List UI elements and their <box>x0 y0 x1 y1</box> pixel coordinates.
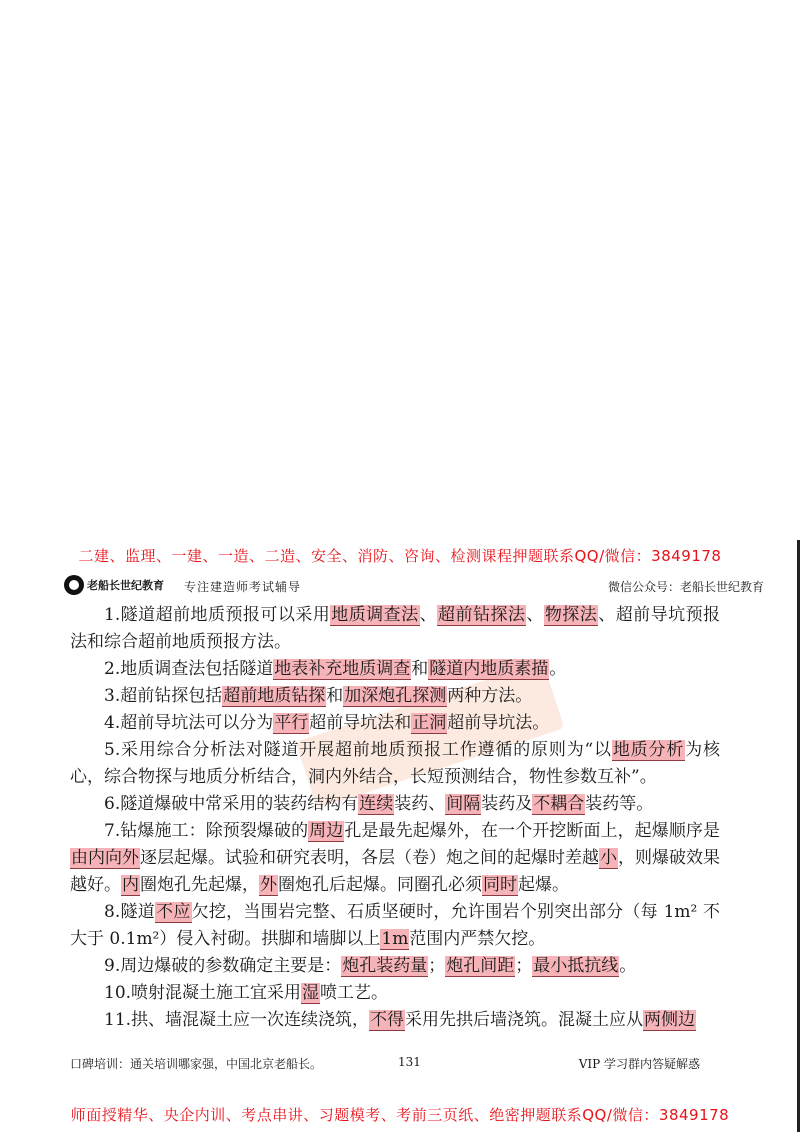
note-text: 装药等。 <box>585 794 654 814</box>
note-text: 9.周边爆破的参数确定主要是： <box>104 956 342 976</box>
note-item <box>70 791 720 818</box>
note-item <box>70 656 720 683</box>
note-text: 3.超前钻探包括 <box>104 686 223 706</box>
note-text: ； <box>515 956 533 976</box>
page-header <box>64 575 764 599</box>
highlighted-term: 两侧边 <box>644 1010 696 1030</box>
highlighted-term: 同时 <box>483 875 517 895</box>
note-text: 孔是最先起爆外，在一个开挖断面上，起爆顺序是 <box>344 821 721 841</box>
highlighted-term: 平行 <box>274 713 309 733</box>
highlighted-term: 炮孔间距 <box>446 956 515 976</box>
note-text: 7.钻爆施工：除预裂爆破的 <box>104 821 309 841</box>
note-text: 超前导坑法。 <box>447 713 550 733</box>
note-item <box>70 1007 720 1034</box>
note-text: ，则爆破效果越好。 <box>70 848 720 895</box>
note-text: 、 <box>526 605 544 625</box>
note-text: 6.隧道爆破中常采用的装药结构有 <box>104 794 359 814</box>
logo <box>64 575 164 595</box>
note-item <box>70 683 720 710</box>
note-text: 8.隧道 <box>104 902 156 922</box>
highlighted-term: 小 <box>600 848 617 868</box>
highlighted-term: 超前钻探法 <box>438 605 526 625</box>
highlighted-term: 地质调查法 <box>331 605 419 625</box>
footer-slogan: 口碑培训：通关培训哪家强，中国北京老船长。 <box>70 1057 323 1071</box>
note-text: 圈炮孔后起爆。同圈孔必须 <box>278 875 482 895</box>
highlighted-term: 周边 <box>309 821 344 841</box>
note-item <box>70 980 720 1007</box>
note-text: 1.隧道超前地质预报可以采用 <box>104 605 331 625</box>
note-text: 2.地质调查法包括隧道 <box>104 659 274 679</box>
note-item <box>70 602 720 656</box>
note-text: 采用先拱后墙浇筑。混凝土应从 <box>405 1010 644 1030</box>
footer-vip-note: VIP 学习群内答疑解惑 <box>578 1057 700 1071</box>
note-text: 超前导坑法和 <box>309 713 412 733</box>
highlighted-term: 地表补充地质调查 <box>274 659 411 679</box>
highlighted-term: 1m <box>381 929 409 949</box>
note-text: 。 <box>549 659 567 679</box>
note-text: 圈炮孔先起爆， <box>140 875 259 895</box>
highlighted-term: 不耦合 <box>533 794 585 814</box>
note-text: 欠挖，当围岩完整、石质坚硬时，允许围岩个别突出部分（每 1m² 不大于 0.1m²）侵入衬砌。拱脚和墙脚以上 <box>70 902 721 949</box>
highlighted-term: 加深炮孔探测 <box>344 686 447 706</box>
highlighted-term: 最小抵抗线 <box>533 956 619 976</box>
highlighted-term: 物探法 <box>544 605 598 625</box>
highlighted-term: 地质分析 <box>612 740 685 760</box>
note-item <box>70 899 720 953</box>
note-text: 11.拱、墙混凝土应一次连续浇筑， <box>104 1010 370 1030</box>
note-text: ； <box>428 956 446 976</box>
note-text: 逐层起爆。试验和研究表明，各层（卷）炮之间的起爆时差越 <box>140 848 599 868</box>
highlighted-term: 炮孔装药量 <box>342 956 428 976</box>
header-tagline: 专注建造师考试辅导 <box>184 580 302 594</box>
highlighted-term: 不应 <box>156 902 191 922</box>
highlighted-term: 超前地质钻探 <box>223 686 326 706</box>
highlighted-term: 由内向外 <box>71 848 139 868</box>
note-text: 、 <box>419 605 438 625</box>
logo-icon <box>64 575 84 595</box>
note-text: 4.超前导坑法可以分为 <box>104 713 274 733</box>
note-text: 10.喷射混凝土施工宜采用 <box>104 983 302 1003</box>
note-text: 起爆。 <box>518 875 569 895</box>
note-text: 和 <box>411 659 429 679</box>
note-item <box>70 953 720 980</box>
highlighted-term: 湿 <box>302 983 320 1003</box>
page-number: 131 <box>398 1055 421 1069</box>
note-text: 喷工艺。 <box>320 983 389 1003</box>
note-text: 、超前导坑预报法和综合超前地质预报方法。 <box>70 605 721 652</box>
note-text: 和 <box>326 686 344 706</box>
highlighted-term: 不得 <box>370 1010 405 1030</box>
note-item <box>70 710 720 737</box>
note-text: 为核心，综合物探与地质分析结合，洞内外结合，长短预测结合，物性参数互补”。 <box>70 740 720 787</box>
highlighted-term: 内 <box>122 875 139 895</box>
header-wechat-account: 微信公众号：老船长世纪教育 <box>607 580 764 594</box>
note-text: 两种方法。 <box>447 686 533 706</box>
highlighted-term: 连续 <box>359 794 394 814</box>
note-text: 范围内严禁欠挖。 <box>409 929 546 949</box>
highlighted-term: 外 <box>260 875 277 895</box>
highlighted-term: 隧道内地质素描 <box>429 659 549 679</box>
bottom-contact-banner: 师面授精华、央企内训、考点串讲、习题模考、考前三页纸、绝密押题联系QQ/微信：3849178 <box>70 1106 730 1124</box>
study-notes-body <box>70 602 720 1034</box>
note-text: 装药及 <box>481 794 533 814</box>
note-text: 5.采用综合分析法对隧道开展超前地质预报工作遵循的原则为“以 <box>104 740 612 760</box>
highlighted-term: 正洞 <box>412 713 447 733</box>
note-item <box>70 818 720 899</box>
note-text: 。 <box>619 956 637 976</box>
highlighted-term: 间隔 <box>446 794 481 814</box>
note-item <box>70 737 720 791</box>
top-contact-banner: 二建、监理、一建、一造、二造、安全、消防、咨询、检测课程押题联系QQ/微信：3849178 <box>78 547 722 565</box>
logo-text: 老船长世纪教育 <box>87 579 164 592</box>
note-text: 装药、 <box>394 794 446 814</box>
